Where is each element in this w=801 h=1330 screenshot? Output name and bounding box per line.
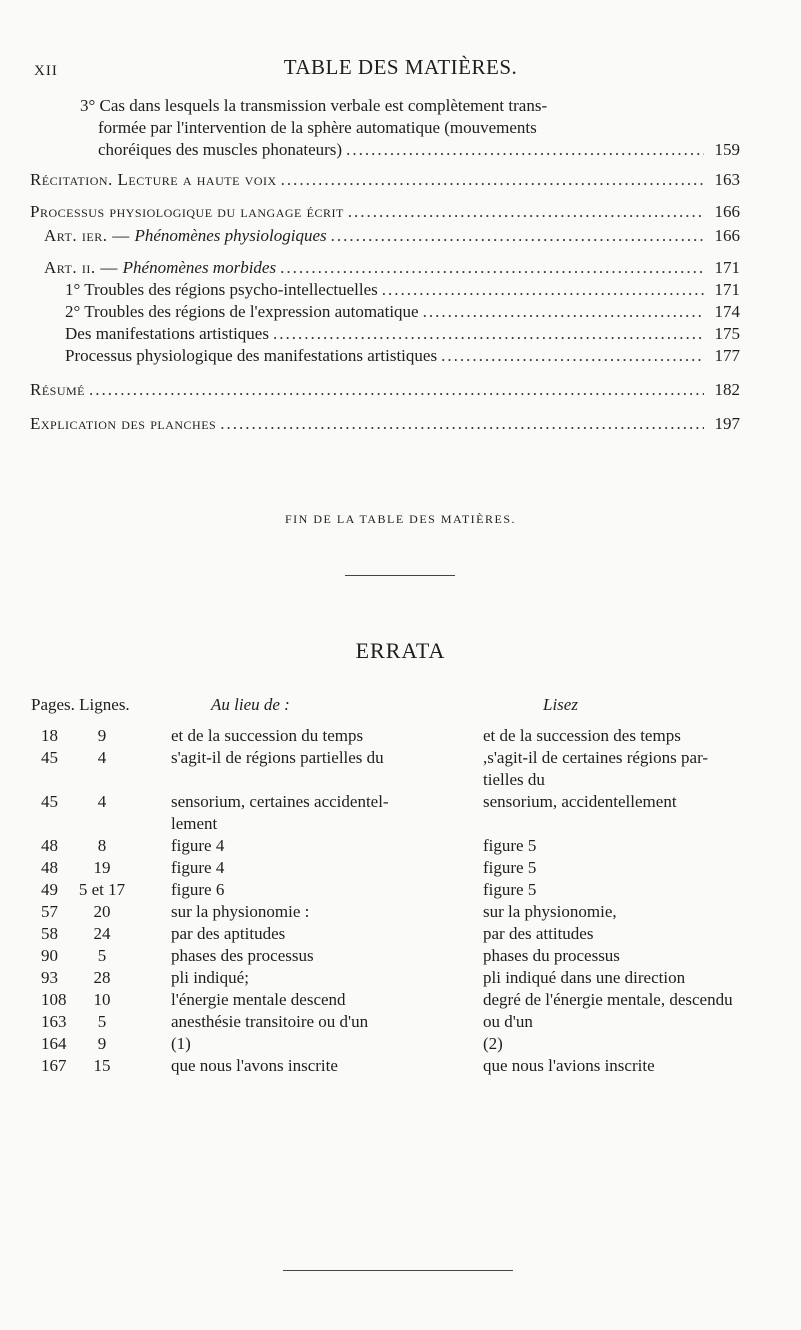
errata-line: 5 et 17	[78, 880, 126, 899]
table-row	[33, 989, 773, 1011]
errata-header	[33, 695, 773, 725]
toc-entry	[30, 95, 740, 161]
toc-label: Processus physiologique des manifestations artistiques	[65, 346, 438, 365]
header-lisez: Lisez	[543, 695, 578, 714]
errata-au-lieu-de: sensorium, certaines accidentel- lement	[171, 792, 389, 833]
errata-lisez: sur la physionomie,	[483, 902, 617, 921]
errata-au-lieu-de: pli indiqué;	[171, 968, 249, 987]
errata-line: 15	[93, 1056, 111, 1075]
errata-lisez: phases du processus	[483, 946, 620, 965]
errata-page: 48	[41, 836, 58, 855]
leader-dots	[348, 201, 704, 223]
toc-label: Des manifestations artistiques	[65, 324, 269, 343]
errata-au-lieu-de: figure 4	[171, 858, 225, 877]
errata-au-lieu-de: (1)	[171, 1034, 191, 1053]
table-row	[33, 1011, 773, 1033]
toc-label-line: choréiques des muscles phonateurs)	[98, 140, 343, 159]
toc-entry	[30, 169, 740, 191]
errata-title: ERRATA	[355, 638, 446, 663]
errata-line: 9	[97, 726, 107, 745]
toc-page: 174	[714, 302, 740, 321]
table-row	[33, 747, 773, 791]
divider-rule	[283, 1270, 513, 1271]
errata-au-lieu-de: phases des processus	[171, 946, 314, 965]
errata-page: 45	[41, 748, 58, 767]
errata-line: 24	[93, 924, 111, 943]
errata-line: 10	[93, 990, 111, 1009]
errata-lisez: que nous l'avions inscrite	[483, 1056, 655, 1075]
errata-lisez: figure 5	[483, 858, 537, 877]
toc-entry	[30, 279, 740, 301]
toc-page: 182	[714, 380, 740, 399]
leader-dots	[382, 279, 704, 301]
errata-au-lieu-de: par des aptitudes	[171, 924, 286, 943]
errata-au-lieu-de: sur la physionomie :	[171, 902, 310, 921]
table-row	[33, 1033, 773, 1055]
errata-page: 163	[41, 1012, 67, 1031]
errata-au-lieu-de: que nous l'avons inscrite	[171, 1056, 338, 1075]
toc-label: Résumé	[30, 380, 86, 399]
toc-label: Récitation. Lecture a haute voix	[30, 170, 277, 189]
toc-page: 177	[714, 346, 740, 365]
errata-page: 58	[41, 924, 58, 943]
toc-page: 163	[714, 170, 740, 189]
errata-lisez: pli indiqué dans une direction	[483, 968, 686, 987]
page-number: XII	[34, 63, 58, 79]
errata-page: 45	[41, 792, 58, 811]
toc-label-title: Phénomènes physiologiques	[134, 226, 327, 245]
toc-entry	[30, 225, 740, 247]
errata-au-lieu-de: figure 6	[171, 880, 225, 899]
header-au-lieu-de: Au lieu de :	[211, 695, 290, 714]
table-row	[33, 901, 773, 923]
errata-line: 4	[97, 792, 107, 811]
toc-entry	[30, 301, 740, 323]
toc-label-article: Art. ier. —	[44, 226, 135, 245]
errata-lisez: ,s'agit-il de certaines régions par- tielles du	[483, 748, 709, 789]
leader-dots	[280, 257, 704, 279]
errata-au-lieu-de: l'énergie mentale descend	[171, 990, 346, 1009]
toc-label-line: 3° Cas dans lesquels la transmission verbale est complètement trans-	[80, 96, 548, 115]
toc-page: 171	[714, 280, 740, 299]
toc-label-line: formée par l'intervention de la sphère automatique (mouvements	[98, 118, 537, 137]
errata-lisez: et de la succession des temps	[483, 726, 681, 745]
divider-rule	[345, 575, 455, 576]
leader-dots	[423, 301, 704, 323]
errata-line: 9	[97, 1034, 107, 1053]
toc-label-title: Phénomènes morbides	[122, 258, 277, 277]
errata-page: 48	[41, 858, 58, 877]
table-row	[33, 835, 773, 857]
errata-line: 19	[93, 858, 111, 877]
toc-entry	[30, 379, 740, 401]
errata-page: 164	[41, 1034, 67, 1053]
errata-page: 108	[41, 990, 67, 1009]
errata-page: 57	[41, 902, 58, 921]
table-row	[33, 923, 773, 945]
errata-line: 28	[93, 968, 111, 987]
errata-page: 49	[41, 880, 58, 899]
toc-entry	[30, 323, 740, 345]
errata-lisez: degré de l'énergie mentale, descendu	[483, 990, 733, 1009]
toc-page: 159	[714, 140, 740, 159]
toc-page: 175	[714, 324, 740, 343]
table-row	[33, 967, 773, 989]
errata-au-lieu-de: et de la succession du temps	[171, 726, 364, 745]
running-head	[30, 55, 771, 85]
errata-rows	[33, 725, 773, 1077]
errata-au-lieu-de: anesthésie transitoire ou d'un	[171, 1012, 369, 1031]
table-row	[33, 857, 773, 879]
leader-dots	[220, 413, 704, 435]
errata-lisez: ou d'un	[483, 1012, 533, 1031]
toc-entry	[30, 345, 740, 367]
errata-line: 5	[97, 1012, 107, 1031]
table-row	[33, 725, 773, 747]
table-of-contents	[30, 95, 740, 435]
errata-lisez: sensorium, accidentellement	[483, 792, 677, 811]
toc-label: 2° Troubles des régions de l'expression automatique	[65, 302, 419, 321]
leader-dots	[273, 323, 704, 345]
toc-label: Processus physiologique du langage écrit	[30, 202, 344, 221]
errata-lisez: figure 5	[483, 880, 537, 899]
table-row	[33, 879, 773, 901]
errata-au-lieu-de: s'agit-il de régions partielles du	[171, 748, 384, 767]
errata-line: 4	[97, 748, 107, 767]
toc-entry	[30, 413, 740, 435]
errata-page: 18	[41, 726, 58, 745]
errata-lisez: (2)	[483, 1034, 503, 1053]
toc-entry	[30, 201, 740, 223]
table-row	[33, 791, 773, 835]
errata-table	[33, 695, 773, 1077]
errata-page: 93	[41, 968, 58, 987]
errata-line: 5	[97, 946, 107, 965]
toc-label: Explication des planches	[30, 414, 217, 433]
errata-lisez: figure 5	[483, 836, 537, 855]
leader-dots	[441, 345, 704, 367]
errata-lisez: par des attitudes	[483, 924, 594, 943]
leader-dots	[331, 225, 704, 247]
errata-page: 167	[41, 1056, 67, 1075]
page-title: TABLE DES MATIÈRES.	[283, 55, 518, 79]
leader-dots	[346, 139, 704, 161]
table-row	[33, 1055, 773, 1077]
errata-au-lieu-de: figure 4	[171, 836, 225, 855]
errata-page: 90	[41, 946, 58, 965]
toc-entry	[30, 257, 740, 279]
leader-dots	[281, 169, 704, 191]
header-pages-lines: Pages. Lignes.	[31, 695, 130, 714]
toc-page: 197	[714, 414, 740, 433]
toc-page: 166	[714, 202, 740, 221]
table-row	[33, 945, 773, 967]
errata-line: 8	[97, 836, 107, 855]
toc-page: 171	[714, 258, 740, 277]
toc-label-article: Art. ii. —	[44, 258, 123, 277]
toc-page: 166	[714, 226, 740, 245]
end-note: FIN DE LA TABLE DES MATIÈRES.	[285, 512, 516, 526]
leader-dots	[89, 379, 704, 401]
toc-label: 1° Troubles des régions psycho-intellectuelles	[65, 280, 378, 299]
errata-line: 20	[93, 902, 111, 921]
